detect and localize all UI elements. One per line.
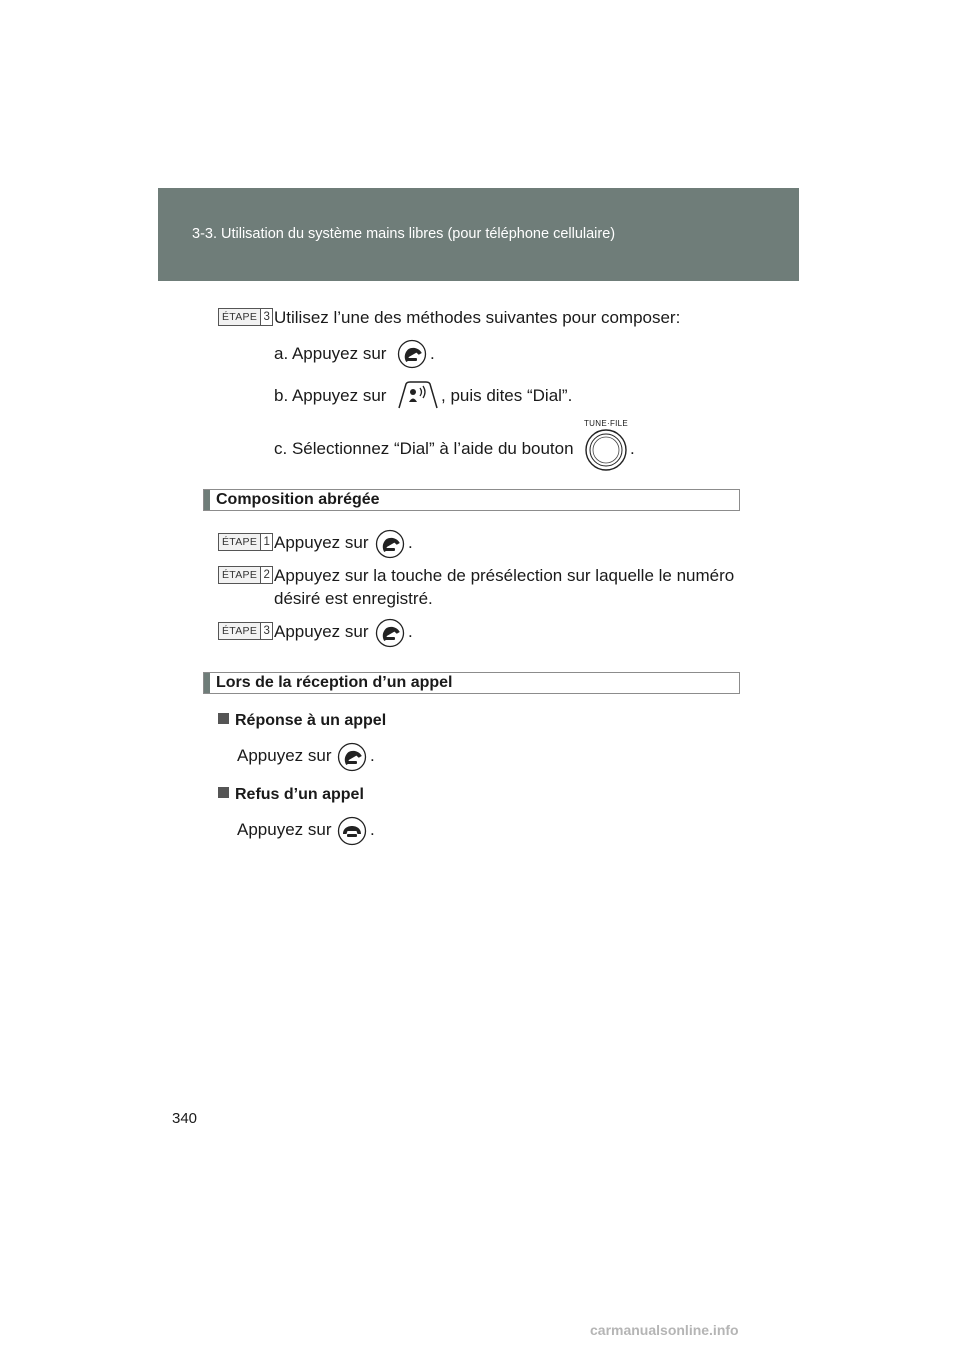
step-badge: ÉTAPE 3 [218,308,273,326]
refuse-heading: Refus d’un appel [218,786,364,804]
step-text: Appuyez sur la touche de présélection sur laquelle le numéro [274,566,735,585]
refuse-end: . [370,820,375,839]
method-b-text: b. Appuyez sur [274,386,387,405]
step-badge: ÉTAPE 2 [218,566,273,584]
method-c-end: . [630,439,635,458]
answer-heading: Réponse à un appel [218,712,386,730]
step-text: désiré est enregistré. [274,589,433,608]
step-badge: ÉTAPE 3 [218,622,273,640]
phone-pickup-icon [337,742,367,772]
step-end: . [408,622,413,641]
step-text: Utilisez l’une des méthodes suivantes pour composer: [274,308,681,327]
section-title: Lors de la réception d’un appel [216,674,453,691]
section-incoming-call [203,672,740,694]
method-b-end: , puis dites “Dial”. [441,386,573,405]
bullet-square [218,787,229,798]
step-text: Appuyez sur [274,622,369,641]
voice-talk-icon [396,380,440,410]
bullet-square [218,713,229,724]
phone-pickup-icon [397,339,427,369]
step-badge: ÉTAPE 1 [218,533,273,551]
knob-label: TUNE·FILE [584,419,629,428]
method-c-text: c. Sélectionnez “Dial” à l’aide du bouton [274,439,574,458]
answer-text: Appuyez sur [237,746,332,765]
chapter-header [158,188,799,281]
tune-file-knob-icon [584,428,628,472]
page-number: 340 [172,1110,198,1127]
step-end: . [408,533,413,552]
method-a-end: . [430,344,435,363]
answer-end: . [370,746,375,765]
phone-hangup-icon [337,816,367,846]
refuse-text: Appuyez sur [237,820,332,839]
footer-watermark: carmanualsonline.info [590,1322,739,1338]
section-title: Composition abrégée [216,491,380,508]
step-text: Appuyez sur [274,533,369,552]
phone-pickup-icon [375,529,405,559]
chapter-title: 3-3. Utilisation du système mains libres (pour téléphone cellulaire) [192,226,616,242]
method-a-text: a. Appuyez sur [274,344,387,363]
section-bar [204,490,210,510]
section-speed-dial [203,489,740,511]
section-bar [204,673,210,693]
phone-pickup-icon [375,618,405,648]
